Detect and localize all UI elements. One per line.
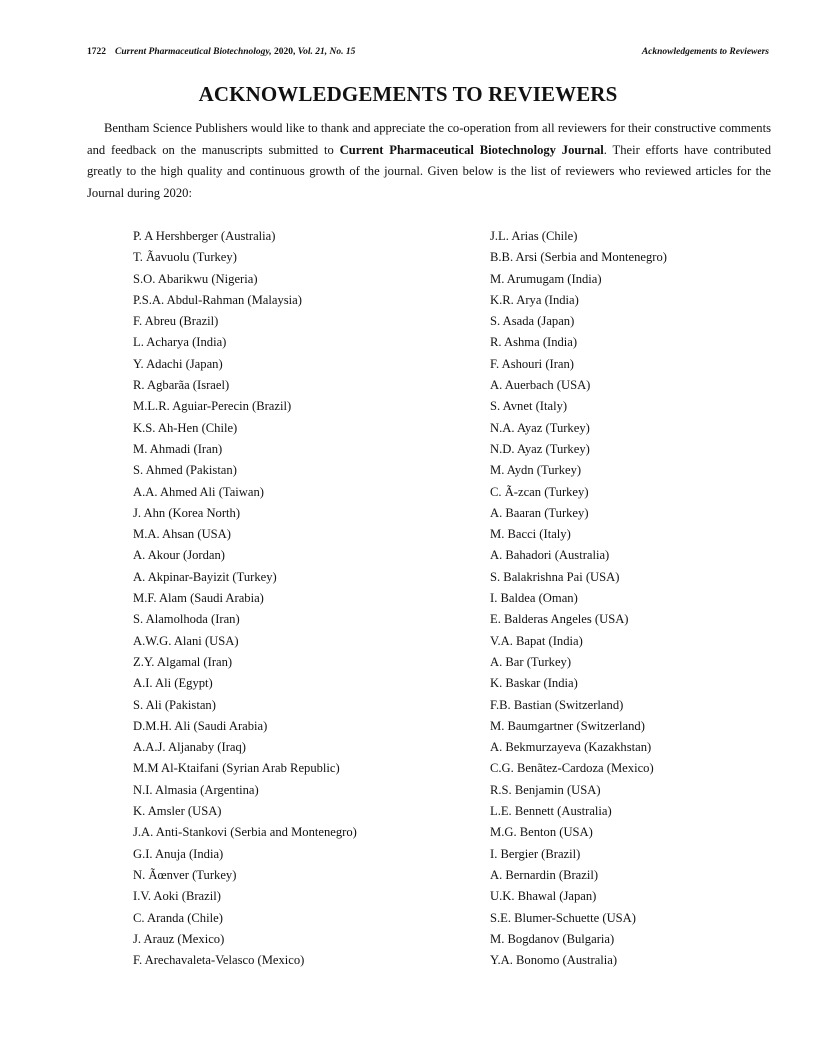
reviewer-entry: L. Acharya (India)	[133, 335, 227, 350]
journal-name-bold: Current Pharmaceutical Biotechnology Journal	[339, 142, 604, 157]
intro-paragraph	[87, 118, 771, 204]
reviewer-entry: A. Auerbach (USA)	[490, 378, 591, 393]
reviewer-entry: A. Akour (Jordan)	[133, 548, 225, 563]
reviewer-entry: C. Aranda (Chile)	[133, 910, 223, 925]
reviewer-entry: A.W.G. Alani (USA)	[133, 633, 239, 648]
reviewer-entry: S.O. Abarikwu (Nigeria)	[133, 271, 258, 286]
reviewer-entry: A. Bekmurzayeva (Kazakhstan)	[490, 740, 652, 755]
reviewer-entry: M.F. Alam (Saudi Arabia)	[133, 591, 264, 606]
reviewer-column-right	[490, 226, 667, 971]
reviewer-entry: A.I. Ali (Egypt)	[133, 676, 213, 691]
reviewer-entry: S. Ali (Pakistan)	[133, 697, 216, 712]
page-number: 1722	[87, 47, 106, 57]
reviewer-entry: M. Arumugam (India)	[490, 271, 602, 286]
reviewer-entry: A.A. Ahmed Ali (Taiwan)	[133, 484, 264, 499]
reviewer-entry: I. Baldea (Oman)	[490, 591, 578, 606]
reviewer-entry: P. A Hershberger (Australia)	[133, 229, 276, 243]
reviewer-entry: M. Bogdanov (Bulgaria)	[490, 931, 615, 946]
reviewer-entry: U.K. Bhawal (Japan)	[490, 889, 597, 904]
reviewer-entry: I.V. Aoki (Brazil)	[133, 889, 221, 904]
reviewer-entry: P.S.A. Abdul-Rahman (Malaysia)	[133, 292, 302, 307]
running-header	[87, 47, 769, 61]
reviewer-entry: A. Baaran (Turkey)	[490, 505, 589, 520]
reviewer-entry: D.M.H. Ali (Saudi Arabia)	[133, 718, 268, 733]
reviewer-entry: G.I. Anuja (India)	[133, 846, 224, 861]
reviewer-entry: M.L.R. Aguiar-Perecin (Brazil)	[133, 399, 292, 414]
running-header-left	[87, 47, 355, 57]
reviewer-entry: F. Ashouri (Iran)	[490, 356, 574, 371]
reviewer-entry: R. Ashma (India)	[490, 335, 578, 350]
reviewer-entry: K. Baskar (India)	[490, 676, 578, 691]
reviewer-entry: F. Abreu (Brazil)	[133, 314, 219, 329]
reviewer-entry: K.S. Ah-Hen (Chile)	[133, 420, 238, 435]
reviewer-column-left	[133, 226, 357, 971]
reviewer-entry: R. Agbarãa (Israel)	[133, 378, 230, 393]
reviewer-entry: M. Bacci (Italy)	[490, 527, 571, 542]
reviewer-entry: A. Bernardin (Brazil)	[490, 867, 599, 882]
volume-issue: Vol. 21, No. 15	[297, 47, 356, 57]
reviewer-entry: V.A. Bapat (India)	[490, 633, 583, 648]
reviewer-entry: N. Ãœnver (Turkey)	[133, 867, 237, 882]
journal-year: 2020,	[271, 47, 298, 57]
reviewer-entry: Y. Adachi (Japan)	[133, 356, 223, 371]
reviewer-entry: S.E. Blumer-Schuette (USA)	[490, 910, 636, 925]
reviewer-entry: C. Ã-zcan (Turkey)	[490, 484, 589, 499]
reviewer-entry: L.E. Bennett (Australia)	[490, 804, 612, 819]
reviewer-entry: N.D. Ayaz (Turkey)	[490, 441, 590, 456]
intro-text-end: . Their efforts have contributed greatly to the high quality and continuous growth of the journal. Given below is the list of reviewers who reviewed articles for the Journal during 2020:	[87, 142, 771, 200]
reviewer-entry: Y.A. Bonomo (Australia)	[490, 953, 618, 968]
reviewer-entry: A.A.J. Aljanaby (Iraq)	[133, 740, 246, 755]
reviewer-entry: A. Akpinar-Bayizit (Turkey)	[133, 569, 277, 584]
reviewer-entry: E. Balderas Angeles (USA)	[490, 612, 629, 627]
reviewer-entry: M. Aydn (Turkey)	[490, 463, 582, 478]
intro-text-start: Bentham Science Publishers would like to thank and appreciate the co-operation from all reviewers for their constructive comments and feedback on the manuscripts submitted to	[87, 121, 771, 157]
reviewer-entry: R.S. Benjamin (USA)	[490, 782, 601, 797]
reviewer-entry: N.A. Ayaz (Turkey)	[490, 420, 590, 435]
reviewer-entry: F.B. Bastian (Switzerland)	[490, 697, 624, 712]
reviewer-entry: M. Ahmadi (Iran)	[133, 441, 223, 456]
reviewer-entry: I. Bergier (Brazil)	[490, 846, 581, 861]
reviewer-entry: S. Asada (Japan)	[490, 314, 575, 329]
reviewer-entry: M.M Al-Ktaifani (Syrian Arab Republic)	[133, 761, 340, 776]
reviewer-entry: J.A. Anti-Stankovi (Serbia and Montenegro)	[133, 825, 357, 840]
reviewer-entry: M. Baumgartner (Switzerland)	[490, 718, 645, 733]
reviewer-entry: S. Ahmed (Pakistan)	[133, 463, 237, 478]
reviewer-entry: A. Bar (Turkey)	[490, 654, 572, 669]
reviewer-entry: J. Ahn (Korea North)	[133, 505, 241, 520]
reviewer-entry: S. Alamolhoda (Iran)	[133, 612, 240, 627]
reviewer-entry: B.B. Arsi (Serbia and Montenegro)	[490, 250, 667, 265]
reviewer-entry: J.L. Arias (Chile)	[490, 229, 578, 243]
reviewer-entry: F. Arechavaleta-Velasco (Mexico)	[133, 953, 305, 968]
reviewer-entry: Z.Y. Algamal (Iran)	[133, 654, 233, 669]
reviewer-entry: T. Ãavuolu (Turkey)	[133, 250, 237, 265]
reviewer-entry: J. Arauz (Mexico)	[133, 931, 225, 946]
section-title: Acknowledgements to Reviewers	[641, 47, 769, 57]
journal-name: Current Pharmaceutical Biotechnology,	[115, 47, 272, 57]
reviewer-entry: C.G. Benãtez-Cardoza (Mexico)	[490, 761, 654, 776]
reviewer-entry: A. Bahadori (Australia)	[490, 548, 610, 563]
reviewer-entry: K. Amsler (USA)	[133, 804, 222, 819]
reviewer-entry: M.G. Benton (USA)	[490, 825, 593, 840]
reviewer-entry: K.R. Arya (India)	[490, 292, 579, 307]
reviewer-entry: S. Avnet (Italy)	[490, 399, 568, 414]
reviewer-entry: N.I. Almasia (Argentina)	[133, 782, 259, 797]
reviewer-entry: S. Balakrishna Pai (USA)	[490, 569, 620, 584]
reviewer-entry: M.A. Ahsan (USA)	[133, 527, 231, 542]
page-title: ACKNOWLEDGEMENTS TO REVIEWERS	[198, 82, 618, 106]
